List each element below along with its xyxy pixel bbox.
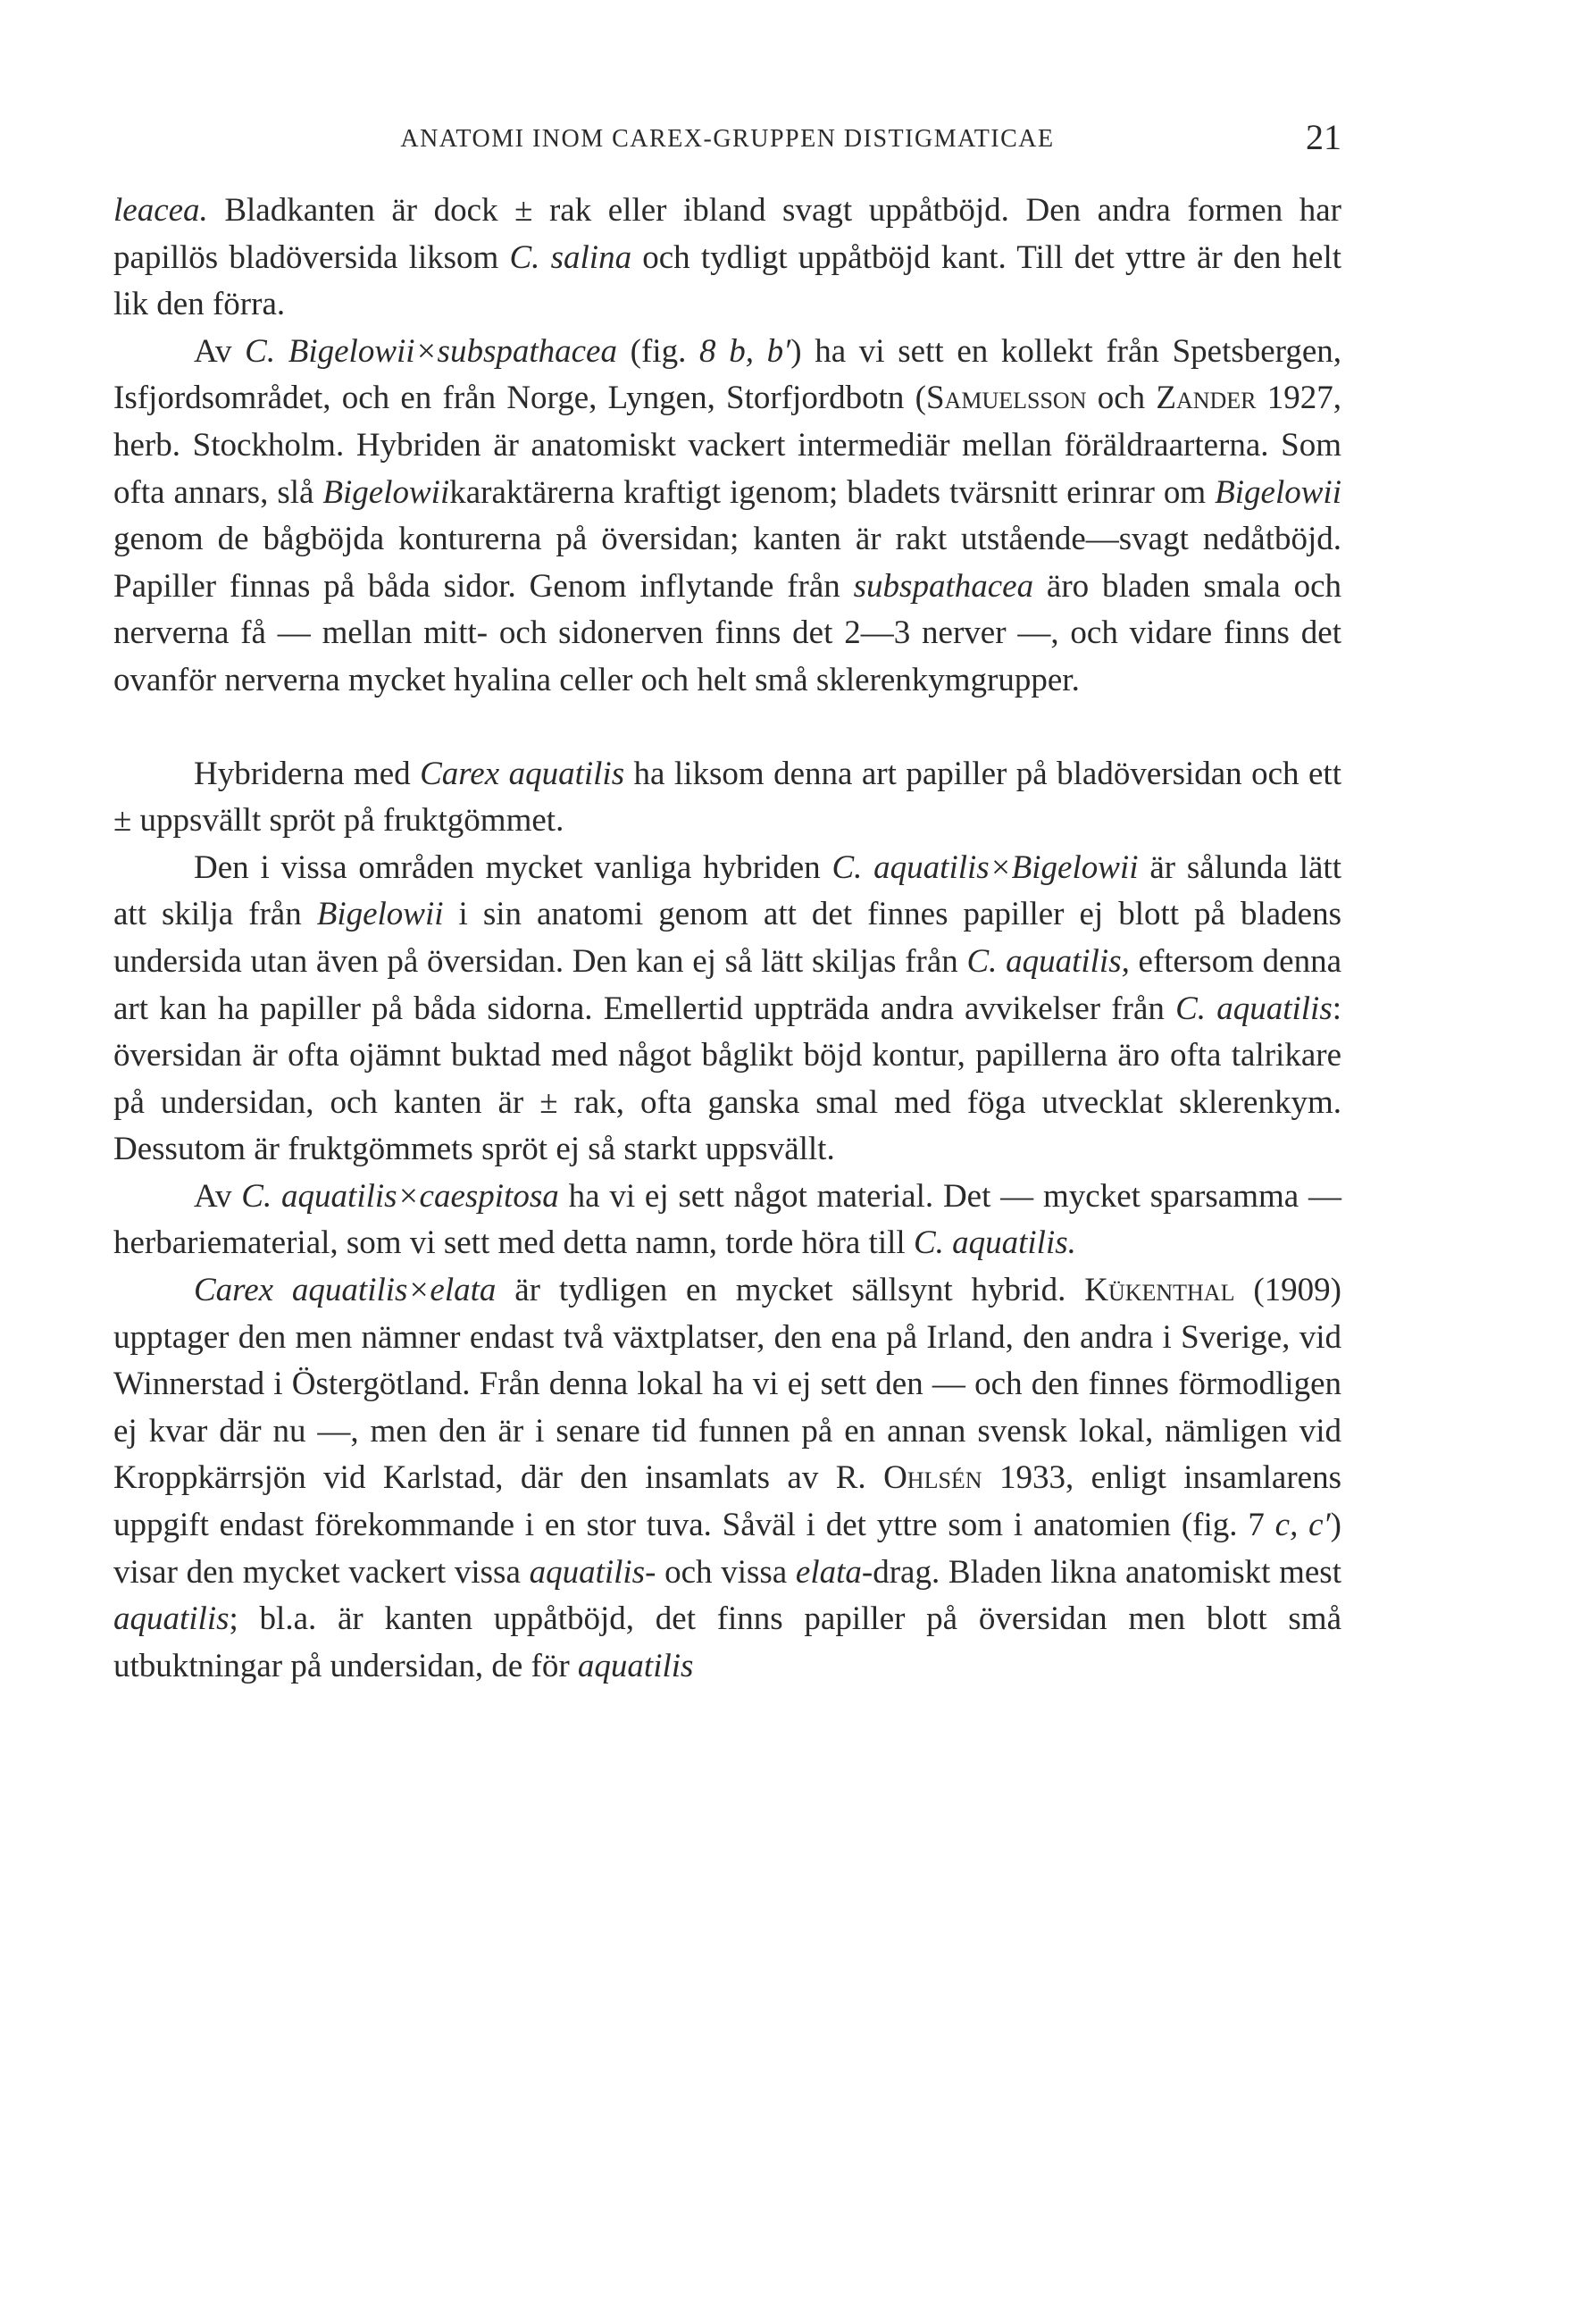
body-text: eftersom denna art kan ha papiller på båda sidorna. Emellertid uppträda andra avvikelser från	[113, 942, 1341, 1027]
author-name: Samuelsson	[925, 380, 1087, 417]
taxon-name: C. Bigelowii×subspathacea	[245, 332, 617, 370]
body-text: (fig.	[616, 332, 700, 370]
taxon-name: aquatilis	[529, 1553, 646, 1591]
taxon-name: C. salina	[509, 238, 632, 276]
taxon-name: C. aquatilis×caespitosa	[241, 1177, 559, 1215]
body-text: är tydligen en mycket sällsynt hybrid.	[496, 1272, 1085, 1309]
taxon-name: leacea.	[113, 192, 208, 229]
body-text: 1933, enligt insamlarens uppgift endast förekommande i en stor tuva. Såväl i det yttre som i anatomien (fig. 7	[113, 1459, 1341, 1544]
body-text: (1909) upptager den men nämner endast två växtplatser, den ena på Irland, den andra i Sverige, vid Winnerstad i Östergötland. Från denna lokal ha vi ej sett den — och den finnes förmodligen ej kvar där nu —, men den är i senare tid funnen på en annan svensk lokal, nämligen vid Kroppkärrsjön vid Karlstad, där den insamlats av R.	[113, 1272, 1341, 1497]
body-text: och tydligt uppåtböjd kant. Till det yttre är den helt lik den förra.	[113, 238, 1341, 323]
author-name: Zander	[1156, 380, 1257, 417]
body-text: ha liksom denna art papiller på bladöversidan och ett ± uppsvällt spröt på fruktgömmet.	[113, 755, 1341, 840]
author-name: Ohlsén	[883, 1459, 982, 1497]
taxon-name: Carex aquatilis×elata	[194, 1272, 497, 1309]
body-text: och	[1086, 380, 1157, 417]
figure-reference: c, c′	[1274, 1507, 1331, 1544]
body-text: ) ha vi sett en kollekt från Spetsbergen, Isfjordsområdet, och en från Norge, Lyngen, Storfjordbotn (	[113, 332, 1342, 417]
taxon-name: Bigelowii	[322, 473, 450, 511]
body-text: : översidan är ofta ojämnt buktad med något båglikt böjd kontur, papillerna äro ofta talrikare på undersidan, och kanten är ± rak, ofta ganska smal med föga utvecklat sklerenkym. Dessutom är fruktgömmets spröt ej så starkt uppsvällt.	[113, 990, 1342, 1168]
taxon-name: C. aquatilis×Bigelowii	[831, 848, 1139, 886]
paragraph-3	[113, 751, 1341, 845]
body-text: Av	[194, 1177, 242, 1215]
body-text: Den i vissa områden mycket vanliga hybriden	[194, 848, 832, 886]
body-text: Bladkanten är dock ± rak eller ibland svagt uppåtböjd. Den andra formen har papillös bladöversida liksom	[113, 192, 1341, 276]
figure-reference: 8 b, b′	[699, 332, 791, 370]
running-title: ANATOMI INOM CAREX-GRUPPEN DISTIGMATICAE	[400, 125, 1055, 153]
page	[113, 116, 1341, 1690]
paragraph-6	[113, 1267, 1341, 1690]
body-text: 1927, herb. Stockholm. Hybriden är anatomiskt vackert intermediär mellan föräldraarterna. Som ofta annars, slå	[113, 380, 1341, 511]
taxon-name: C. aquatilis,	[966, 942, 1130, 980]
body-text: genom de bågböjda konturerna på översidan; kanten är rakt utstående—svagt nedåtböjd. Papiller finnas på båda sidor. Genom inflytande från	[113, 521, 1341, 605]
body-text: -drag. Bladen likna anatomiskt mest	[861, 1553, 1341, 1591]
body-text: ; bl.a. är kanten uppåtböjd, det finns papiller på översidan men blott små utbuktningar på undersidan, de för	[113, 1600, 1341, 1684]
body-text: karaktärerna kraftigt igenom; bladets tvärsnitt erinrar om	[449, 473, 1216, 511]
body-text: Hybriderna med	[194, 755, 421, 792]
body-text: i sin anatomi genom att det finnes papiller ej blott på bladens undersida utan även på översidan. Den kan ej så lätt skiljas från	[113, 896, 1341, 980]
taxon-name: C. aquatilis.	[913, 1224, 1076, 1262]
paragraph-4	[113, 845, 1341, 1174]
paragraph-5	[113, 1174, 1341, 1267]
taxon-name: aquatilis	[113, 1600, 230, 1638]
paragraph-2	[113, 329, 1341, 705]
body-text: ) visar den mycket vackert vissa	[113, 1507, 1341, 1591]
taxon-name: Bigelowii	[316, 896, 444, 933]
paragraph-1	[113, 188, 1341, 329]
taxon-name: aquatilis	[577, 1647, 694, 1684]
body-text: Av	[194, 332, 246, 370]
author-name: Kükenthal	[1084, 1272, 1235, 1309]
page-number: 21	[1306, 117, 1341, 157]
taxon-name: elata	[795, 1553, 862, 1591]
running-head	[113, 116, 1341, 170]
taxon-name: Carex aquatilis	[420, 755, 625, 792]
body-text: äro bladen smala och nerverna få — mellan mitt- och sidonerven finns det 2—3 nerver —, och vidare finns det ovanför nerverna mycket hyalina celler och helt små sklerenkymgrupper.	[113, 567, 1341, 698]
body-text: - och vissa	[645, 1553, 796, 1591]
taxon-name: Bigelowii	[1215, 473, 1341, 511]
taxon-name: C. aquatilis	[1175, 990, 1333, 1027]
taxon-name: subspathacea	[853, 567, 1034, 605]
body-text: är sålunda lätt att skilja från	[113, 848, 1341, 933]
body-text: ha vi ej sett något material. Det — mycket sparsamma — herbariematerial, som vi sett med detta namn, torde höra till	[113, 1177, 1341, 1262]
